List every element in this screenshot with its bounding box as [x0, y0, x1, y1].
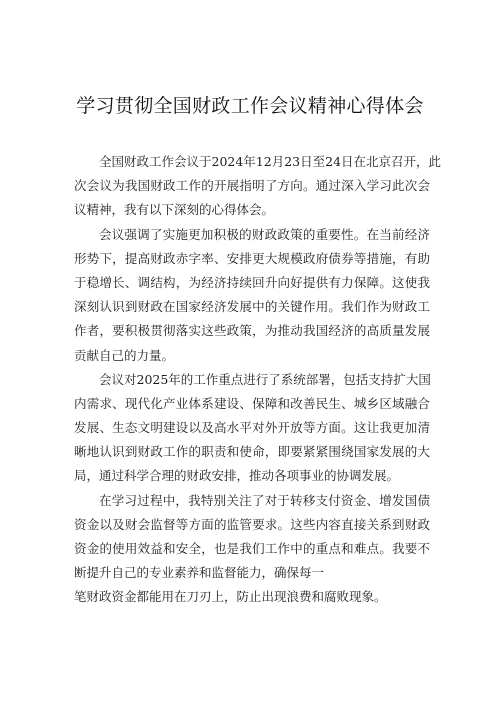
paragraph-line: 会议强调了实施更加积极的财政政策的重要性。在当前经济 — [99, 226, 430, 242]
paragraph-line: 作者，要积极贯彻落实这些政策，为推动我国经济的高质量发展 — [74, 323, 430, 339]
paragraph-line: 会议对2025年的工作重点进行了系统部署，包括支持扩大国 — [99, 371, 431, 387]
paragraph-line: 资金以及财会监督等方面的监管要求。这些内容直接关系到财政 — [74, 516, 430, 532]
paragraph-line: 笔财政资金都能用在刀刃上，防止出现浪费和腐败现象。 — [74, 589, 387, 605]
paragraph-line: 断提升自己的专业素养和监督能力，确保每一 — [74, 565, 325, 581]
document-body — [74, 150, 442, 610]
paragraph-4 — [74, 489, 430, 610]
paragraph-line: 深刻认识到财政在国家经济发展中的关键作用。我们作为财政工 — [74, 299, 430, 315]
paragraph-line: 在学习过程中，我特别关注了对于转移支付资金、增发国债 — [99, 492, 430, 508]
paragraph-line: 晰地认识到财政工作的职责和使命，即要紧紧围绕国家发展的大 — [74, 444, 430, 460]
document-title: 学习贯彻全国财政工作会议精神心得体会 — [76, 95, 424, 117]
paragraph-line: 形势下，提高财政赤字率、安排更大规模政府债券等措施，有助 — [74, 250, 430, 266]
paragraph-line: 局，通过科学合理的财政安排，推动各项事业的协调发展。 — [74, 468, 400, 484]
paragraph-line: 议精神，我有以下深刻的心得体会。 — [74, 202, 275, 218]
paragraph-2 — [74, 223, 430, 368]
paragraph-3 — [74, 368, 430, 489]
paragraph-1 — [74, 150, 442, 223]
paragraph-line: 次会议为我国财政工作的开展指明了方向。通过深入学习此次会 — [74, 178, 430, 194]
paragraph-line: 全国财政工作会议于2024年12月23日至24日在北京召开，此 — [99, 154, 442, 169]
paragraph-line: 贡献自己的力量。 — [74, 347, 175, 363]
paragraph-line: 发展、生态文明建设以及高水平对外开放等方面。这让我更加清 — [74, 420, 430, 436]
paragraph-line: 资金的使用效益和安全，也是我们工作中的重点和难点。我要不 — [74, 541, 430, 556]
paragraph-line: 内需求、现代化产业体系建设、保障和改善民生、城乡区域融合 — [74, 395, 430, 411]
paragraph-line: 于稳增长、调结构，为经济持续回升向好提供有力保障。这使我 — [74, 274, 430, 290]
